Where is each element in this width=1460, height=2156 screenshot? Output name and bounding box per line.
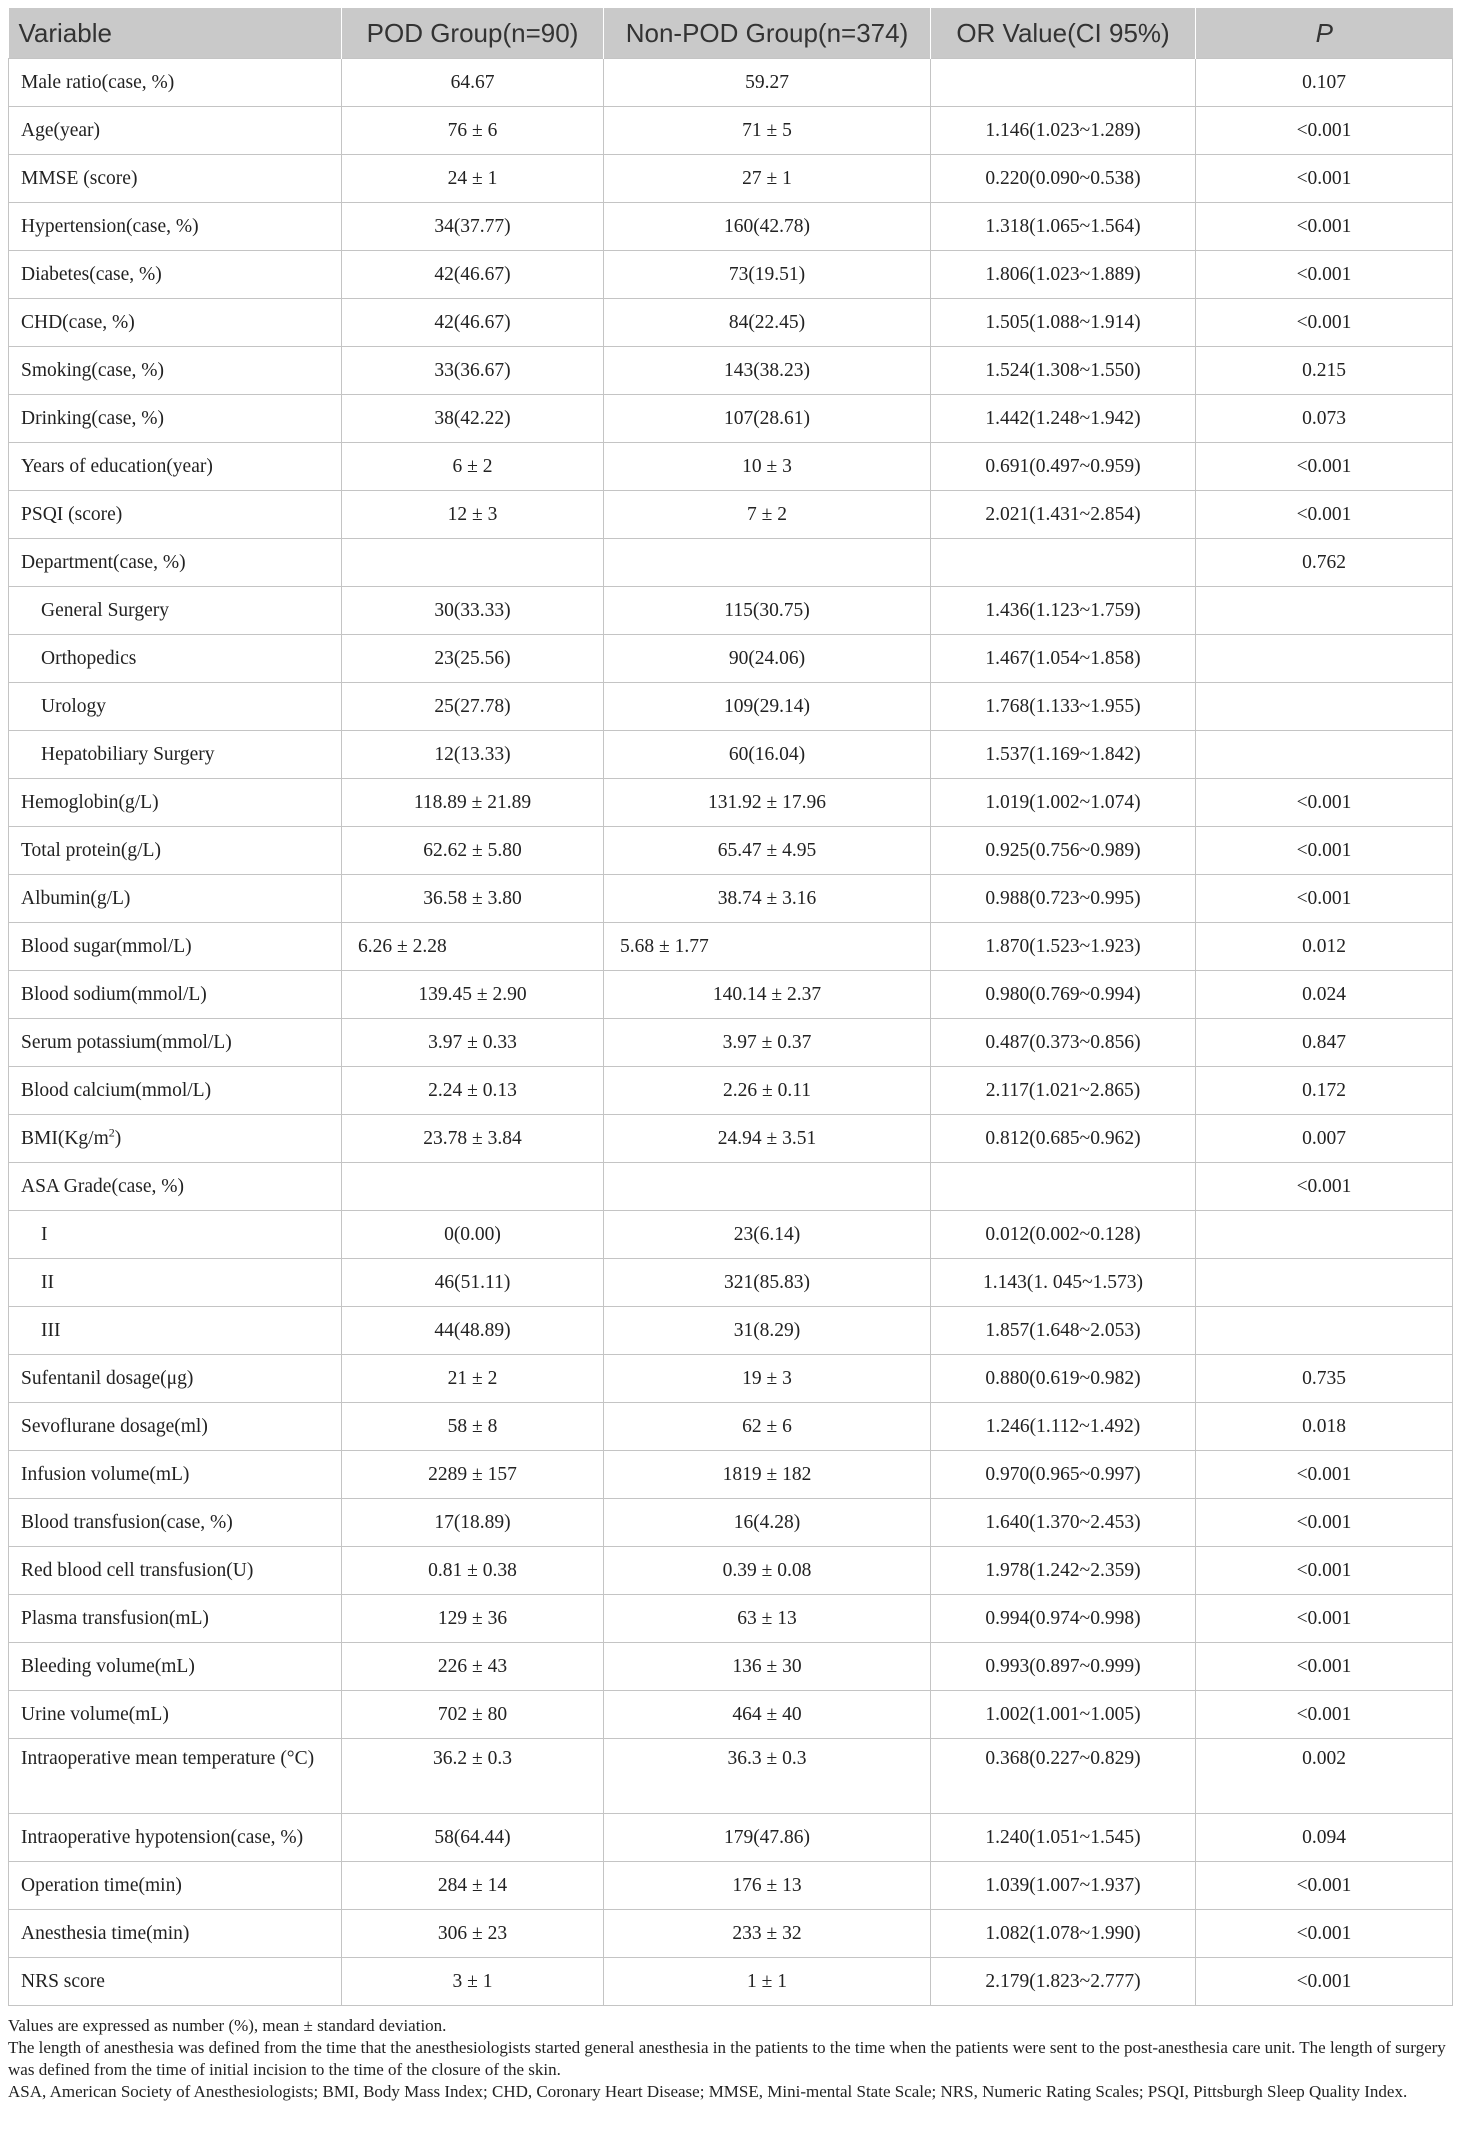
cell-p-value: 0.024 xyxy=(1196,971,1453,1019)
cell-or-value: 1.524(1.308~1.550) xyxy=(931,347,1196,395)
cell-p-value: <0.001 xyxy=(1196,1691,1453,1739)
cell-variable xyxy=(9,971,342,1019)
cell-or-value: 0.012(0.002~0.128) xyxy=(931,1211,1196,1259)
variable-label: Department(case, %) xyxy=(21,551,186,573)
cell-p-value xyxy=(1196,683,1453,731)
cell-p-value: <0.001 xyxy=(1196,1547,1453,1595)
cell-pod-group: 0.81 ± 0.38 xyxy=(342,1547,604,1595)
variable-label: Plasma transfusion(mL) xyxy=(21,1607,209,1629)
variable-label: Blood calcium(mmol/L) xyxy=(21,1079,212,1101)
cell-variable xyxy=(9,683,342,731)
cell-p-value: <0.001 xyxy=(1196,827,1453,875)
header-p-value: P xyxy=(1196,8,1453,59)
variable-label: CHD(case, %) xyxy=(21,311,135,333)
cell-non-pod-group: 31(8.29) xyxy=(604,1307,931,1355)
header-pod-group: POD Group(n=90) xyxy=(342,8,604,59)
cell-or-value: 1.002(1.001~1.005) xyxy=(931,1691,1196,1739)
cell-p-value: <0.001 xyxy=(1196,1595,1453,1643)
cell-non-pod-group: 90(24.06) xyxy=(604,635,931,683)
variable-label: ASA Grade(case, %) xyxy=(21,1175,184,1197)
cell-or-value: 1.806(1.023~1.889) xyxy=(931,251,1196,299)
cell-variable xyxy=(9,1595,342,1643)
variable-label: Years of education(year) xyxy=(21,455,213,477)
cell-variable xyxy=(9,779,342,827)
cell-pod-group: 46(51.11) xyxy=(342,1259,604,1307)
cell-pod-group: 21 ± 2 xyxy=(342,1355,604,1403)
cell-pod-group: 42(46.67) xyxy=(342,251,604,299)
cell-variable xyxy=(9,1451,342,1499)
cell-non-pod-group: 62 ± 6 xyxy=(604,1403,931,1451)
table-row xyxy=(9,299,1453,347)
variable-label: Hypertension(case, %) xyxy=(21,215,199,237)
variable-label: Age(year) xyxy=(21,119,101,141)
cell-or-value: 1.039(1.007~1.937) xyxy=(931,1862,1196,1910)
variable-label: PSQI (score) xyxy=(21,503,123,525)
cell-variable xyxy=(9,1547,342,1595)
variable-label: Intraoperative hypotension(case, %) xyxy=(21,1826,304,1848)
cell-non-pod-group: 59.27 xyxy=(604,59,931,107)
cell-variable xyxy=(9,443,342,491)
table-row xyxy=(9,1814,1453,1862)
cell-or-value: 0.812(0.685~0.962) xyxy=(931,1115,1196,1163)
cell-variable xyxy=(9,1355,342,1403)
cell-pod-group: 12(13.33) xyxy=(342,731,604,779)
table-row xyxy=(9,1499,1453,1547)
cell-p-value: 0.002 xyxy=(1196,1739,1453,1814)
cell-or-value: 0.988(0.723~0.995) xyxy=(931,875,1196,923)
footnote-line: ASA, American Society of Anesthesiologists; BMI, Body Mass Index; CHD, Coronary Heart Disease; MMSE, Mini-mental State Scale; NRS, Numeric Rating Scales; PSQI, Pittsburgh Sleep Quality Index. xyxy=(8,2082,1408,2101)
table-row xyxy=(9,1910,1453,1958)
cell-variable xyxy=(9,1862,342,1910)
cell-p-value: 0.762 xyxy=(1196,539,1453,587)
variable-label: Blood transfusion(case, %) xyxy=(21,1511,233,1533)
cell-p-value: 0.172 xyxy=(1196,1067,1453,1115)
cell-non-pod-group xyxy=(604,1163,931,1211)
variable-label: Male ratio(case, %) xyxy=(21,71,175,93)
table-row xyxy=(9,107,1453,155)
cell-p-value: 0.073 xyxy=(1196,395,1453,443)
cell-pod-group: 33(36.67) xyxy=(342,347,604,395)
cell-p-value: 0.018 xyxy=(1196,1403,1453,1451)
cell-p-value: 0.107 xyxy=(1196,59,1453,107)
table-row xyxy=(9,1862,1453,1910)
cell-or-value: 2.021(1.431~2.854) xyxy=(931,491,1196,539)
table-row xyxy=(9,251,1453,299)
table-row xyxy=(9,443,1453,491)
cell-pod-group: 62.62 ± 5.80 xyxy=(342,827,604,875)
header-variable: Variable xyxy=(9,8,342,59)
variable-label: Smoking(case, %) xyxy=(21,359,164,381)
cell-variable xyxy=(9,1910,342,1958)
table-row xyxy=(9,1547,1453,1595)
cell-pod-group: 306 ± 23 xyxy=(342,1910,604,1958)
cell-p-value: <0.001 xyxy=(1196,779,1453,827)
cell-p-value: <0.001 xyxy=(1196,1910,1453,1958)
variable-label: Urine volume(mL) xyxy=(21,1703,169,1725)
cell-or-value: 0.880(0.619~0.982) xyxy=(931,1355,1196,1403)
cell-variable xyxy=(9,923,342,971)
cell-non-pod-group: 109(29.14) xyxy=(604,683,931,731)
variable-label: BMI(Kg/m xyxy=(21,1127,109,1149)
cell-or-value: 0.691(0.497~0.959) xyxy=(931,443,1196,491)
cell-non-pod-group: 38.74 ± 3.16 xyxy=(604,875,931,923)
cell-pod-group: 76 ± 6 xyxy=(342,107,604,155)
cell-variable xyxy=(9,1814,342,1862)
variable-label: Bleeding volume(mL) xyxy=(21,1655,195,1677)
cell-non-pod-group: 16(4.28) xyxy=(604,1499,931,1547)
cell-non-pod-group: 65.47 ± 4.95 xyxy=(604,827,931,875)
variable-label: Urology xyxy=(41,695,106,717)
cell-non-pod-group: 63 ± 13 xyxy=(604,1595,931,1643)
cell-non-pod-group: 24.94 ± 3.51 xyxy=(604,1115,931,1163)
cell-variable xyxy=(9,827,342,875)
variable-label: Operation time(min) xyxy=(21,1874,182,1896)
variable-label: Anesthesia time(min) xyxy=(21,1922,190,1944)
table-row xyxy=(9,1355,1453,1403)
cell-variable xyxy=(9,107,342,155)
cell-non-pod-group: 71 ± 5 xyxy=(604,107,931,155)
cell-or-value: 1.146(1.023~1.289) xyxy=(931,107,1196,155)
cell-p-value: <0.001 xyxy=(1196,1643,1453,1691)
cell-or-value: 1.143(1. 045~1.573) xyxy=(931,1259,1196,1307)
cell-pod-group: 284 ± 14 xyxy=(342,1862,604,1910)
cell-p-value: <0.001 xyxy=(1196,1862,1453,1910)
cell-p-value: <0.001 xyxy=(1196,1958,1453,2006)
table-row xyxy=(9,1691,1453,1739)
cell-p-value xyxy=(1196,635,1453,683)
cell-variable xyxy=(9,203,342,251)
variable-label-tail: ) xyxy=(114,1127,122,1149)
header-non-pod-group: Non-POD Group(n=374) xyxy=(604,8,931,59)
table-header xyxy=(9,8,1453,59)
cell-or-value: 1.978(1.242~2.359) xyxy=(931,1547,1196,1595)
cell-non-pod-group: 84(22.45) xyxy=(604,299,931,347)
table-row xyxy=(9,1067,1453,1115)
cell-variable xyxy=(9,1739,342,1814)
cell-variable xyxy=(9,587,342,635)
cell-p-value: <0.001 xyxy=(1196,491,1453,539)
cell-or-value: 1.436(1.123~1.759) xyxy=(931,587,1196,635)
cell-pod-group: 118.89 ± 21.89 xyxy=(342,779,604,827)
cell-pod-group: 17(18.89) xyxy=(342,1499,604,1547)
table-row xyxy=(9,1163,1453,1211)
cell-non-pod-group: 3.97 ± 0.37 xyxy=(604,1019,931,1067)
cell-pod-group: 36.2 ± 0.3 xyxy=(342,1739,604,1814)
variable-label: Drinking(case, %) xyxy=(21,407,164,429)
table-row xyxy=(9,779,1453,827)
cell-variable xyxy=(9,1259,342,1307)
cell-variable xyxy=(9,731,342,779)
cell-variable xyxy=(9,875,342,923)
variable-label: Diabetes(case, %) xyxy=(21,263,162,285)
table-row xyxy=(9,683,1453,731)
cell-non-pod-group: 19 ± 3 xyxy=(604,1355,931,1403)
cell-p-value: <0.001 xyxy=(1196,1163,1453,1211)
table-row xyxy=(9,491,1453,539)
cell-or-value: 1.240(1.051~1.545) xyxy=(931,1814,1196,1862)
cell-non-pod-group: 0.39 ± 0.08 xyxy=(604,1547,931,1595)
cell-pod-group: 139.45 ± 2.90 xyxy=(342,971,604,1019)
cell-or-value: 2.117(1.021~2.865) xyxy=(931,1067,1196,1115)
variable-label: NRS score xyxy=(21,1970,105,1992)
cell-non-pod-group: 143(38.23) xyxy=(604,347,931,395)
header-or-value: OR Value(CI 95%) xyxy=(931,8,1196,59)
cell-or-value xyxy=(931,539,1196,587)
variable-label: Hepatobiliary Surgery xyxy=(41,743,215,765)
cell-variable xyxy=(9,1499,342,1547)
variable-label: III xyxy=(41,1319,61,1341)
table-row xyxy=(9,731,1453,779)
cell-non-pod-group: 73(19.51) xyxy=(604,251,931,299)
table-row xyxy=(9,827,1453,875)
cell-p-value xyxy=(1196,731,1453,779)
variable-label: General Surgery xyxy=(41,599,169,621)
cell-or-value: 1.768(1.133~1.955) xyxy=(931,683,1196,731)
cell-variable xyxy=(9,155,342,203)
table-row xyxy=(9,539,1453,587)
cell-variable xyxy=(9,347,342,395)
cell-variable xyxy=(9,539,342,587)
cell-or-value: 0.993(0.897~0.999) xyxy=(931,1643,1196,1691)
cell-variable xyxy=(9,59,342,107)
cell-non-pod-group: 140.14 ± 2.37 xyxy=(604,971,931,1019)
cell-non-pod-group: 10 ± 3 xyxy=(604,443,931,491)
cell-variable xyxy=(9,1307,342,1355)
cell-or-value: 1.537(1.169~1.842) xyxy=(931,731,1196,779)
cell-pod-group: 23.78 ± 3.84 xyxy=(342,1115,604,1163)
cell-pod-group: 3.97 ± 0.33 xyxy=(342,1019,604,1067)
cell-pod-group: 129 ± 36 xyxy=(342,1595,604,1643)
table-row xyxy=(9,59,1453,107)
footnote-line: Values are expressed as number (%), mean ± standard deviation. xyxy=(8,2016,447,2035)
variable-label: Blood sugar(mmol/L) xyxy=(21,935,192,957)
cell-non-pod-group: 321(85.83) xyxy=(604,1259,931,1307)
cell-variable xyxy=(9,1067,342,1115)
cell-or-value: 0.980(0.769~0.994) xyxy=(931,971,1196,1019)
cell-or-value xyxy=(931,59,1196,107)
cell-p-value: 0.094 xyxy=(1196,1814,1453,1862)
cell-non-pod-group: 2.26 ± 0.11 xyxy=(604,1067,931,1115)
cell-or-value: 0.368(0.227~0.829) xyxy=(931,1739,1196,1814)
cell-p-value: 0.735 xyxy=(1196,1355,1453,1403)
cell-pod-group: 6 ± 2 xyxy=(342,443,604,491)
cell-pod-group: 42(46.67) xyxy=(342,299,604,347)
cell-p-value xyxy=(1196,1307,1453,1355)
cell-pod-group xyxy=(342,1163,604,1211)
cell-pod-group: 30(33.33) xyxy=(342,587,604,635)
cell-or-value: 0.994(0.974~0.998) xyxy=(931,1595,1196,1643)
variable-label: Sevoflurane dosage(ml) xyxy=(21,1415,208,1437)
cell-pod-group: 38(42.22) xyxy=(342,395,604,443)
variable-label: Red blood cell transfusion(U) xyxy=(21,1559,254,1581)
table-row xyxy=(9,347,1453,395)
cell-p-value: 0.847 xyxy=(1196,1019,1453,1067)
cell-non-pod-group: 464 ± 40 xyxy=(604,1691,931,1739)
cell-or-value: 1.019(1.002~1.074) xyxy=(931,779,1196,827)
table-row xyxy=(9,1451,1453,1499)
cell-variable xyxy=(9,299,342,347)
cell-pod-group: 2.24 ± 0.13 xyxy=(342,1067,604,1115)
cell-or-value: 1.857(1.648~2.053) xyxy=(931,1307,1196,1355)
table-row xyxy=(9,971,1453,1019)
table-row xyxy=(9,1019,1453,1067)
variable-label: Hemoglobin(g/L) xyxy=(21,791,159,813)
cell-pod-group: 44(48.89) xyxy=(342,1307,604,1355)
cell-pod-group: 34(37.77) xyxy=(342,203,604,251)
cell-or-value: 2.179(1.823~2.777) xyxy=(931,1958,1196,2006)
cell-p-value: <0.001 xyxy=(1196,203,1453,251)
variable-label: Blood sodium(mmol/L) xyxy=(21,983,207,1005)
cell-pod-group: 58 ± 8 xyxy=(342,1403,604,1451)
cell-or-value: 1.442(1.248~1.942) xyxy=(931,395,1196,443)
variable-label: Intraoperative mean temperature (°C) xyxy=(21,1748,315,1769)
cell-variable xyxy=(9,491,342,539)
cell-p-value: 0.012 xyxy=(1196,923,1453,971)
table-row xyxy=(9,395,1453,443)
cell-pod-group: 36.58 ± 3.80 xyxy=(342,875,604,923)
cell-non-pod-group: 233 ± 32 xyxy=(604,1910,931,1958)
cell-variable xyxy=(9,395,342,443)
cell-non-pod-group: 60(16.04) xyxy=(604,731,931,779)
cell-non-pod-group: 160(42.78) xyxy=(604,203,931,251)
cell-p-value: 0.215 xyxy=(1196,347,1453,395)
cell-pod-group xyxy=(342,539,604,587)
cell-variable xyxy=(9,635,342,683)
table-row xyxy=(9,1595,1453,1643)
cell-or-value: 1.082(1.078~1.990) xyxy=(931,1910,1196,1958)
variable-label: MMSE (score) xyxy=(21,167,138,189)
cell-pod-group: 226 ± 43 xyxy=(342,1643,604,1691)
cell-or-value: 1.246(1.112~1.492) xyxy=(931,1403,1196,1451)
cell-p-value: <0.001 xyxy=(1196,107,1453,155)
document-page xyxy=(8,8,1452,2103)
data-table xyxy=(8,8,1453,2006)
cell-pod-group: 24 ± 1 xyxy=(342,155,604,203)
cell-non-pod-group: 1 ± 1 xyxy=(604,1958,931,2006)
table-row xyxy=(9,923,1453,971)
cell-non-pod-group: 36.3 ± 0.3 xyxy=(604,1739,931,1814)
cell-variable xyxy=(9,1211,342,1259)
cell-variable xyxy=(9,251,342,299)
table-footnotes xyxy=(8,2015,1452,2103)
cell-or-value: 1.505(1.088~1.914) xyxy=(931,299,1196,347)
table-row xyxy=(9,1403,1453,1451)
cell-non-pod-group: 115(30.75) xyxy=(604,587,931,635)
cell-or-value: 1.467(1.054~1.858) xyxy=(931,635,1196,683)
table-row xyxy=(9,875,1453,923)
cell-p-value: <0.001 xyxy=(1196,443,1453,491)
cell-p-value xyxy=(1196,1211,1453,1259)
cell-p-value: <0.001 xyxy=(1196,155,1453,203)
cell-p-value: 0.007 xyxy=(1196,1115,1453,1163)
cell-pod-group: 3 ± 1 xyxy=(342,1958,604,2006)
table-row xyxy=(9,1739,1453,1814)
cell-or-value: 1.870(1.523~1.923) xyxy=(931,923,1196,971)
cell-or-value: 1.640(1.370~2.453) xyxy=(931,1499,1196,1547)
cell-p-value: <0.001 xyxy=(1196,299,1453,347)
cell-variable xyxy=(9,1691,342,1739)
cell-non-pod-group: 1819 ± 182 xyxy=(604,1451,931,1499)
cell-non-pod-group: 27 ± 1 xyxy=(604,155,931,203)
variable-label: Orthopedics xyxy=(41,647,137,669)
cell-non-pod-group: 136 ± 30 xyxy=(604,1643,931,1691)
variable-label: Infusion volume(mL) xyxy=(21,1463,190,1485)
cell-pod-group: 2289 ± 157 xyxy=(342,1451,604,1499)
cell-variable xyxy=(9,1163,342,1211)
cell-pod-group: 58(64.44) xyxy=(342,1814,604,1862)
cell-pod-group: 702 ± 80 xyxy=(342,1691,604,1739)
variable-label: Albumin(g/L) xyxy=(21,887,131,909)
cell-pod-group: 6.26 ± 2.28 xyxy=(342,923,604,971)
table-row xyxy=(9,1958,1453,2006)
cell-non-pod-group: 7 ± 2 xyxy=(604,491,931,539)
cell-variable xyxy=(9,1958,342,2006)
table-row xyxy=(9,203,1453,251)
cell-or-value: 0.220(0.090~0.538) xyxy=(931,155,1196,203)
table-row xyxy=(9,587,1453,635)
cell-or-value: 0.970(0.965~0.997) xyxy=(931,1451,1196,1499)
cell-variable xyxy=(9,1019,342,1067)
cell-non-pod-group xyxy=(604,539,931,587)
cell-or-value: 0.487(0.373~0.856) xyxy=(931,1019,1196,1067)
variable-label: Total protein(g/L) xyxy=(21,839,161,861)
table-row xyxy=(9,1211,1453,1259)
table-row xyxy=(9,1307,1453,1355)
cell-p-value: <0.001 xyxy=(1196,1451,1453,1499)
table-body xyxy=(9,59,1453,2006)
superscript: 2 xyxy=(108,1125,115,1139)
cell-pod-group: 64.67 xyxy=(342,59,604,107)
variable-label: I xyxy=(41,1223,48,1245)
cell-non-pod-group: 179(47.86) xyxy=(604,1814,931,1862)
cell-p-value xyxy=(1196,1259,1453,1307)
cell-non-pod-group: 23(6.14) xyxy=(604,1211,931,1259)
table-row xyxy=(9,1259,1453,1307)
cell-or-value xyxy=(931,1163,1196,1211)
cell-pod-group: 25(27.78) xyxy=(342,683,604,731)
cell-p-value: <0.001 xyxy=(1196,875,1453,923)
table-row xyxy=(9,635,1453,683)
variable-label: Serum potassium(mmol/L) xyxy=(21,1031,232,1053)
variable-label: II xyxy=(41,1271,54,1293)
variable-label: Sufentanil dosage(μg) xyxy=(21,1367,194,1389)
table-row xyxy=(9,1115,1453,1163)
cell-non-pod-group: 176 ± 13 xyxy=(604,1862,931,1910)
cell-pod-group: 12 ± 3 xyxy=(342,491,604,539)
cell-variable xyxy=(9,1403,342,1451)
cell-non-pod-group: 107(28.61) xyxy=(604,395,931,443)
cell-pod-group: 23(25.56) xyxy=(342,635,604,683)
cell-non-pod-group: 5.68 ± 1.77 xyxy=(604,923,931,971)
footnote-line: The length of anesthesia was defined from the time that the anesthesiologists started general anesthesia in the patients to the time when the patients were sent to the post-anesthesia care unit. The length of surgery was defined from the time of initial incision to the time of the closure of the skin. xyxy=(8,2038,1446,2079)
table-row xyxy=(9,1643,1453,1691)
cell-p-value: <0.001 xyxy=(1196,1499,1453,1547)
cell-p-value xyxy=(1196,587,1453,635)
cell-variable xyxy=(9,1643,342,1691)
table-row xyxy=(9,155,1453,203)
cell-p-value: <0.001 xyxy=(1196,251,1453,299)
cell-non-pod-group: 131.92 ± 17.96 xyxy=(604,779,931,827)
cell-or-value: 0.925(0.756~0.989) xyxy=(931,827,1196,875)
cell-pod-group: 0(0.00) xyxy=(342,1211,604,1259)
cell-variable xyxy=(9,1115,342,1163)
cell-or-value: 1.318(1.065~1.564) xyxy=(931,203,1196,251)
